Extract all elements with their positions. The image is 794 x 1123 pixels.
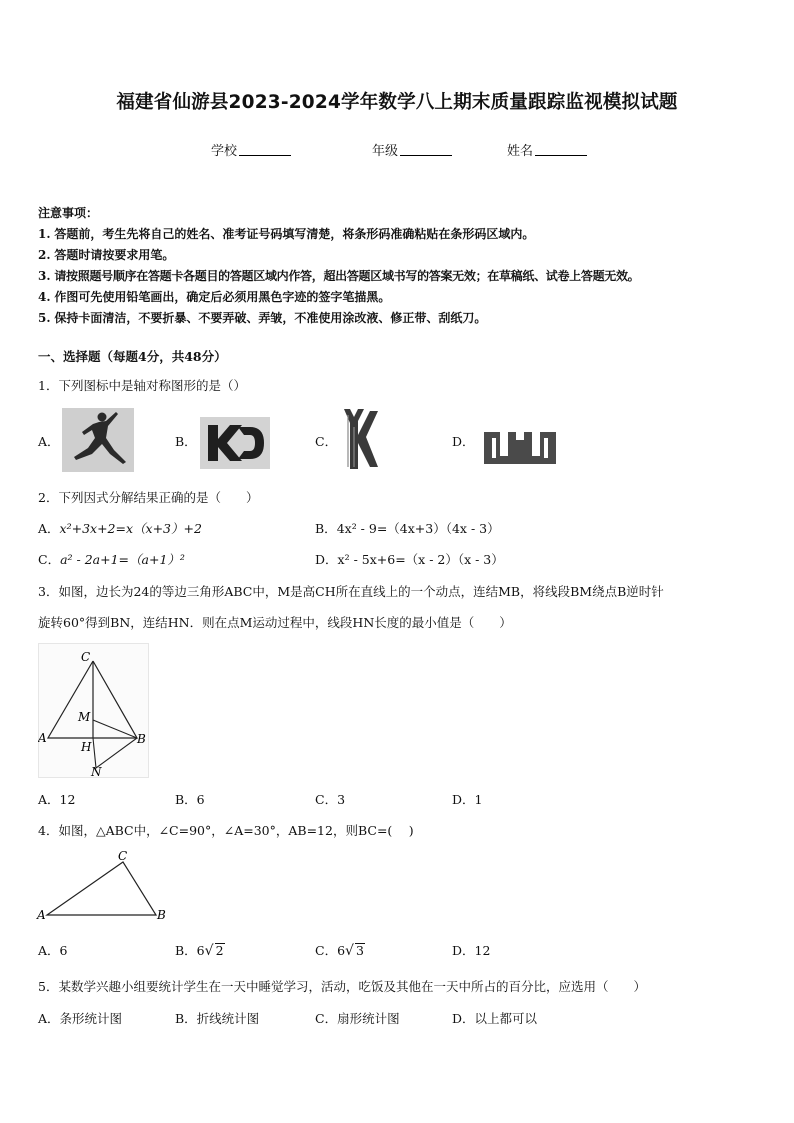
q4-triangle-figure — [36, 848, 172, 924]
note-text: 作图可先使用铅笔画出，确定后必须用黑色字迹的签字笔描黑。 — [54, 290, 391, 304]
question-4-stem: 4．如图，△ABC中，∠C=90°，∠A=30°，AB=12，则BC=( ) — [38, 823, 414, 838]
q2-option-a-text: x²+3x+2=x（x+3）+2 — [59, 521, 202, 536]
school-label: 学校 — [211, 144, 238, 159]
q2-option-d-label: D． — [315, 552, 338, 567]
q2-option-c[interactable] — [38, 550, 185, 568]
q4-option-c-prefix: C．6 — [315, 943, 346, 958]
grade-blank[interactable] — [400, 143, 452, 156]
q2-option-d-text: x² - 5x+6=（x - 2）（x - 3） — [337, 552, 504, 567]
note-item — [38, 224, 639, 245]
note-item — [38, 308, 639, 329]
question-1-stem: 1．下列图标中是轴对称图形的是（） — [38, 378, 246, 393]
kyrie-logo-icon[interactable] — [340, 405, 382, 473]
q2-option-b[interactable] — [315, 519, 500, 537]
q3-label-c: C — [81, 650, 91, 664]
note-item — [38, 245, 639, 266]
question-2-stem: 2．下列因式分解结果正确的是（ ） — [38, 490, 259, 505]
q5-option-d[interactable]: D．以上都可以 — [452, 1011, 538, 1026]
q4-option-a[interactable]: A．6 — [38, 943, 68, 958]
q4-label-b: B — [157, 908, 166, 922]
sqrt-icon: √ — [345, 943, 354, 959]
q1-option-c-label[interactable]: C． — [315, 434, 338, 449]
q5-option-a[interactable]: A．条形统计图 — [38, 1011, 123, 1026]
q1-option-b-label[interactable]: B． — [175, 434, 197, 449]
q3-option-c[interactable]: C．3 — [315, 792, 346, 807]
notes-block — [38, 203, 639, 329]
question-3-line-1: 3．如图，边长为24的等边三角形ABC中，M是高CH所在直线上的一个动点，连结MB，将线段BM绕点B逆时针 — [38, 584, 664, 599]
q2-option-c-text: a² - 2a+1=（a+1）² — [60, 552, 185, 567]
grade-label: 年级 — [372, 144, 399, 159]
q2-option-b-text: 4x² - 9=（4x+3）（4x - 3） — [336, 521, 500, 536]
q3-option-a[interactable]: A．12 — [38, 792, 76, 807]
note-item — [38, 266, 639, 287]
note-item — [38, 287, 639, 308]
q5-option-c[interactable]: C．扇形统计图 — [315, 1011, 400, 1026]
q2-option-b-label: B． — [315, 521, 337, 536]
q4-option-c[interactable] — [315, 941, 365, 959]
q3-option-b[interactable]: B．6 — [175, 792, 205, 807]
jumpman-logo-icon[interactable] — [62, 408, 134, 472]
q4-option-d[interactable]: D．12 — [452, 943, 491, 958]
q3-label-h: H — [81, 740, 92, 754]
note-text: 保持卡面清洁，不要折暴、不要弄破、弄皱，不准使用涂改液、修正带、刮纸刀。 — [54, 311, 487, 325]
q1-option-a-label[interactable]: A． — [38, 434, 60, 449]
q4-option-c-radicand: 3 — [355, 943, 364, 958]
kd-logo-icon[interactable] — [200, 417, 270, 469]
q2-option-c-label: C． — [38, 552, 61, 567]
name-label: 姓名 — [507, 144, 534, 159]
note-text: 答题时请按要求用笔。 — [54, 248, 175, 262]
section-heading: 一、选择题（每题4分，共48分） — [38, 349, 227, 364]
q4-option-b[interactable] — [175, 941, 225, 959]
q3-triangle-figure — [38, 643, 150, 779]
q5-option-b[interactable]: B．折线统计图 — [175, 1011, 260, 1026]
grade-field — [372, 140, 452, 159]
note-text: 请按照题号顺序在答题卡各题目的答题区域内作答，超出答题区域书写的答案无效；在草稿纸、试卷上答题无效。 — [54, 269, 640, 283]
q4-label-a: A — [37, 908, 46, 922]
q1-option-d-label[interactable]: D． — [452, 434, 475, 449]
name-blank[interactable] — [535, 143, 587, 156]
q3-label-b: B — [137, 732, 146, 746]
q3-label-a: A — [38, 731, 47, 745]
note-number: 5. — [38, 311, 51, 325]
q4-label-c: C — [118, 849, 128, 863]
note-number: 3. — [38, 269, 51, 283]
lebron-crown-logo-icon[interactable] — [482, 430, 558, 466]
name-field — [507, 140, 587, 159]
question-5-stem: 5．某数学兴趣小组要统计学生在一天中睡觉学习，活动，吃饭及其他在一天中所占的百分比，应选用（ ） — [38, 979, 646, 994]
sqrt-icon: √ — [204, 943, 214, 959]
q2-option-a[interactable] — [38, 519, 202, 537]
q4-triangle-abc — [47, 862, 156, 915]
school-field — [211, 140, 291, 159]
note-number: 4. — [38, 290, 51, 304]
q3-label-m: M — [78, 710, 91, 724]
q2-option-a-label: A． — [38, 521, 60, 536]
page-title: 福建省仙游县2023-2024学年数学八上期末质量跟踪监视模拟试题 — [116, 92, 678, 113]
q3-option-d[interactable]: D．1 — [452, 792, 483, 807]
question-3-line-2: 旋转60°得到BN，连结HN．则在点M运动过程中，线段HN长度的最小值是（ ） — [38, 615, 512, 630]
note-number: 1. — [38, 227, 51, 241]
notes-heading: 注意事项： — [38, 206, 99, 220]
q2-option-d[interactable] — [315, 550, 504, 568]
note-number: 2. — [38, 248, 51, 262]
school-blank[interactable] — [239, 143, 291, 156]
q3-label-n: N — [91, 765, 102, 779]
note-text: 答题前，考生先将自己的姓名、准考证号码填写清楚，将条形码准确粘贴在条形码区域内。 — [54, 227, 535, 241]
q4-option-b-prefix: B．6 — [175, 943, 205, 958]
q4-option-b-radicand: 2 — [215, 943, 224, 958]
